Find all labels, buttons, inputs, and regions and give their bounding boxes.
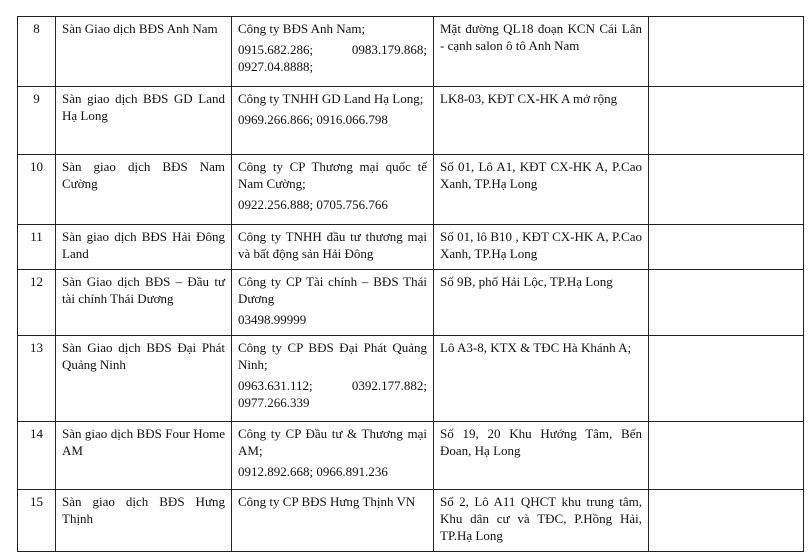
table-row	[18, 270, 804, 336]
exchange-name: Sàn giao dịch BĐS Hưng Thịnh	[56, 490, 232, 552]
address: Số 2, Lô A11 QHCT khu trung tâm, Khu dân cư và TĐC, P.Hồng Hải, TP.Hạ Long	[434, 490, 649, 552]
table-row	[18, 490, 804, 552]
exchange-name: Sàn Giao dịch BĐS Anh Nam	[56, 17, 232, 87]
address: Số 19, 20 Khu Hướng Tâm, Bến Đoan, Hạ Long	[434, 422, 649, 490]
row-number: 11	[18, 225, 56, 270]
exchange-name: Sàn giao dịch BĐS Hải Đông Land	[56, 225, 232, 270]
table-row	[18, 422, 804, 490]
company-name: Công ty CP Tài chính – BĐS Thái Dương	[238, 274, 427, 306]
phone-line	[238, 377, 427, 394]
company-cell	[232, 225, 434, 270]
note-cell	[649, 490, 804, 552]
phone-line	[238, 41, 427, 58]
exchange-name: Sàn giao dịch BĐS GD Land Hạ Long	[56, 87, 232, 155]
table-row	[18, 336, 804, 422]
phone-number: 0392.177.882;	[351, 378, 427, 393]
note-cell	[649, 225, 804, 270]
address: Số 01, Lô A1, KĐT CX-HK A, P.Cao Xanh, TP.Hạ Long	[434, 155, 649, 225]
row-number: 10	[18, 155, 56, 225]
company-name: Công ty CP BĐS Hưng Thịnh VN	[238, 494, 416, 509]
company-cell	[232, 155, 434, 225]
exchange-name: Sàn Giao dịch BĐS Đại Phát Quảng Ninh	[56, 336, 232, 422]
exchange-name: Sàn giao dịch BĐS Four Home AM	[56, 422, 232, 490]
table-row	[18, 87, 804, 155]
address: LK8-03, KĐT CX-HK A mở rộng	[434, 87, 649, 155]
company-cell	[232, 336, 434, 422]
phone-line: 03498.99999	[238, 312, 307, 327]
row-number: 14	[18, 422, 56, 490]
exchange-name: Sàn giao dịch BĐS Nam Cường	[56, 155, 232, 225]
phone-number: 0977.266.339	[238, 395, 310, 410]
row-number: 8	[18, 17, 56, 87]
company-name: Công ty TNHH GD Land Hạ Long;	[238, 91, 424, 106]
note-cell	[649, 422, 804, 490]
phone-number: 0927.04.8888;	[238, 59, 314, 74]
exchange-name: Sàn Giao dịch BĐS – Đầu tư tài chính Thái Dương	[56, 270, 232, 336]
note-cell	[649, 336, 804, 422]
company-cell	[232, 87, 434, 155]
phone-line: 0922.256.888; 0705.756.766	[238, 197, 388, 212]
row-number: 12	[18, 270, 56, 336]
phone-number: 0963.631.112;	[238, 378, 313, 393]
note-cell	[649, 270, 804, 336]
company-cell	[232, 490, 434, 552]
company-cell	[232, 422, 434, 490]
note-cell	[649, 155, 804, 225]
exchange-table	[17, 16, 804, 552]
row-number: 13	[18, 336, 56, 422]
company-name: Công ty CP Đầu tư & Thương mại AM;	[238, 426, 427, 458]
address: Số 01, lô B10 , KĐT CX-HK A, P.Cao Xanh, TP.Hạ Long	[434, 225, 649, 270]
company-name: Công ty BĐS Anh Nam;	[238, 21, 366, 36]
row-number: 15	[18, 490, 56, 552]
row-number: 9	[18, 87, 56, 155]
address: Số 9B, phố Hải Lộc, TP.Hạ Long	[434, 270, 649, 336]
phone-line: 0912.892.668; 0966.891.236	[238, 464, 388, 479]
note-cell	[649, 17, 804, 87]
table-row	[18, 155, 804, 225]
company-cell	[232, 17, 434, 87]
company-cell	[232, 270, 434, 336]
address: Lô A3-8, KTX & TĐC Hà Khánh A;	[434, 336, 649, 422]
phone-number: 0983.179.868;	[351, 42, 427, 57]
phone-line: 0969.266.866; 0916.066.798	[238, 112, 388, 127]
table-row	[18, 17, 804, 87]
company-name: Công ty TNHH đầu tư thương mại và bất động sản Hải Đông	[238, 229, 427, 261]
phone-number: 0915.682.286;	[238, 42, 314, 57]
company-name: Công ty CP Thương mại quốc tế Nam Cường;	[238, 159, 427, 191]
company-name: Công ty CP BĐS Đại Phát Quảng Ninh;	[238, 340, 427, 372]
note-cell	[649, 87, 804, 155]
address: Mặt đường QL18 đoạn KCN Cái Lân - cạnh salon ô tô Anh Nam	[434, 17, 649, 87]
table-row	[18, 225, 804, 270]
